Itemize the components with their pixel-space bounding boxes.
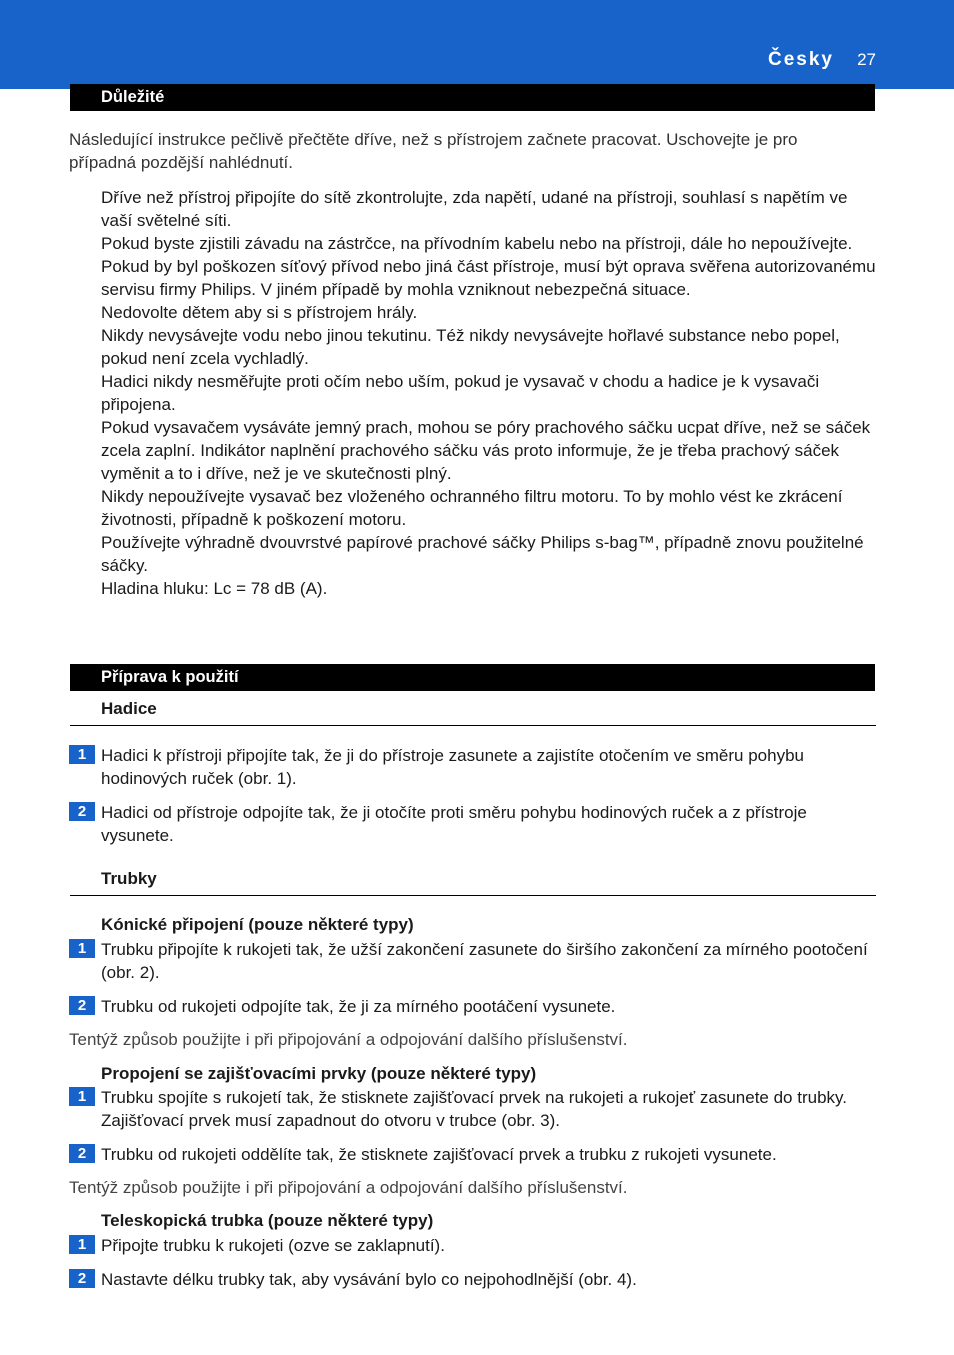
list-item: Dříve než přístroj připojíte do sítě zkontrolujte, zda napětí, udané na přístroji, souhlasí s napětím ve vaší světelné síti. — [101, 188, 848, 230]
note-text: Tentýž způsob použijte i při připojování a odpojování dalšího příslušenství. — [69, 1178, 628, 1197]
subheading-telescopic: Teleskopická trubka (pouze některé typy) — [101, 1211, 434, 1230]
header-bar — [0, 0, 954, 89]
step-text: Trubku spojíte s rukojetí tak, že stisknete zajišťovací prvek na rukojeti a rukojeť zasunete do trubky. Zajišťovací prvek musí zapadnout do otvoru v trubce (obr. 3). — [101, 1088, 847, 1130]
step-text: Připojte trubku k rukojeti (ozve se zaklapnutí). — [101, 1236, 445, 1255]
step-text: Hadici k přístroji připojíte tak, že ji do přístroje zasunete a zajistíte otočením ve směru pohybu hodinových ruček (obr. 1). — [101, 746, 804, 788]
divider — [70, 895, 876, 896]
list-item: Pokud vysavačem vysáváte jemný prach, mohou se póry prachového sáčku ucpat dříve, než se sáček zcela zaplní. Indikátor naplnění prachového sáčku vás proto informuje, že je třeba prachový sáček vyměnit a to i dříve, než je ve skutečnosti plný. — [101, 418, 871, 483]
step-number: 2 — [69, 802, 95, 821]
page-number: 27 — [857, 50, 876, 69]
step-number: 1 — [69, 939, 95, 958]
step-number: 2 — [69, 1144, 95, 1163]
step-text: Trubku od rukojeti oddělíte tak, že stisknete zajišťovací prvek a trubku z rukojeti vysunete. — [101, 1145, 777, 1164]
step-item — [69, 801, 875, 847]
step-text: Nastavte délku trubky tak, aby vysávání bylo co nejpohodlnější (obr. 4). — [101, 1270, 637, 1289]
step-item — [69, 1143, 875, 1166]
intro-paragraph: Následující instrukce pečlivě přečtěte dříve, než s přístrojem začnete pracovat. Uschovejte je pro případná pozdější nahlédnutí. — [69, 130, 798, 172]
subheading-conical: Kónické připojení (pouze některé typy) — [101, 915, 414, 934]
list-item: Používejte výhradně dvouvrstvé papírové prachové sáčky Philips s-bag™, případně znovu použitelné sáčky. — [101, 533, 864, 575]
step-number: 2 — [69, 1269, 95, 1288]
step-text: Trubku od rukojeti odpojíte tak, že ji za mírného pootáčení vysunete. — [101, 997, 616, 1016]
step-item — [69, 938, 875, 984]
step-text: Trubku připojíte k rukojeti tak, že užší zakončení zasunete do širšího zakončení za mírného pootočení (obr. 2). — [101, 940, 868, 982]
list-item: Hadici nikdy nesměřujte proti očím nebo uším, pokud je vysavač v chodu a hadice je k vysavači připojena. — [101, 372, 820, 414]
step-text: Hadici od přístroje odpojíte tak, že ji otočíte proti směru pohybu hodinových ruček a z přístroje vysunete. — [101, 803, 807, 845]
step-number: 1 — [69, 745, 95, 764]
step-number: 2 — [69, 996, 95, 1015]
section-heading-preparation: Příprava k použití — [70, 664, 875, 691]
section-heading-important: Důležité — [70, 84, 875, 111]
subheading-locking: Propojení se zajišťovacími prvky (pouze některé typy) — [101, 1064, 537, 1083]
step-item — [69, 995, 875, 1018]
divider — [70, 725, 876, 726]
step-number: 1 — [69, 1087, 95, 1106]
list-item: Nikdy nepoužívejte vysavač bez vloženého ochranného filtru motoru. To by mohlo vést ke zkrácení životnosti, případně k poškození motoru. — [101, 487, 843, 529]
step-item — [69, 744, 875, 790]
step-number: 1 — [69, 1235, 95, 1254]
list-item: Nedovolte dětem aby si s přístrojem hrály. — [101, 303, 418, 322]
step-item — [69, 1086, 875, 1132]
subheading-hose: Hadice — [101, 699, 157, 718]
important-list — [101, 186, 881, 600]
list-item: Pokud byste zjistili závadu na zástrčce, na přívodním kabelu nebo na přístroji, dále ho nepoužívejte. — [101, 234, 853, 253]
step-item — [69, 1234, 875, 1257]
note-text: Tentýž způsob použijte i při připojování a odpojování dalšího příslušenství. — [69, 1030, 628, 1049]
list-item: Hladina hluku: Lc = 78 dB (A). — [101, 579, 328, 598]
list-item: Pokud by byl poškozen síťový přívod nebo jiná část přístroje, musí být oprava svěřena autorizovanému servisu firmy Philips. V jiném případě by mohla vzniknout nebezpečná situace. — [101, 257, 876, 299]
step-item — [69, 1268, 875, 1291]
subheading-tubes: Trubky — [101, 869, 157, 888]
language-label: Česky — [768, 49, 834, 70]
list-item: Nikdy nevysávejte vodu nebo jinou tekutinu. Též nikdy nevysávejte hořlavé substance nebo popel, pokud není zcela vychladlý. — [101, 326, 840, 368]
